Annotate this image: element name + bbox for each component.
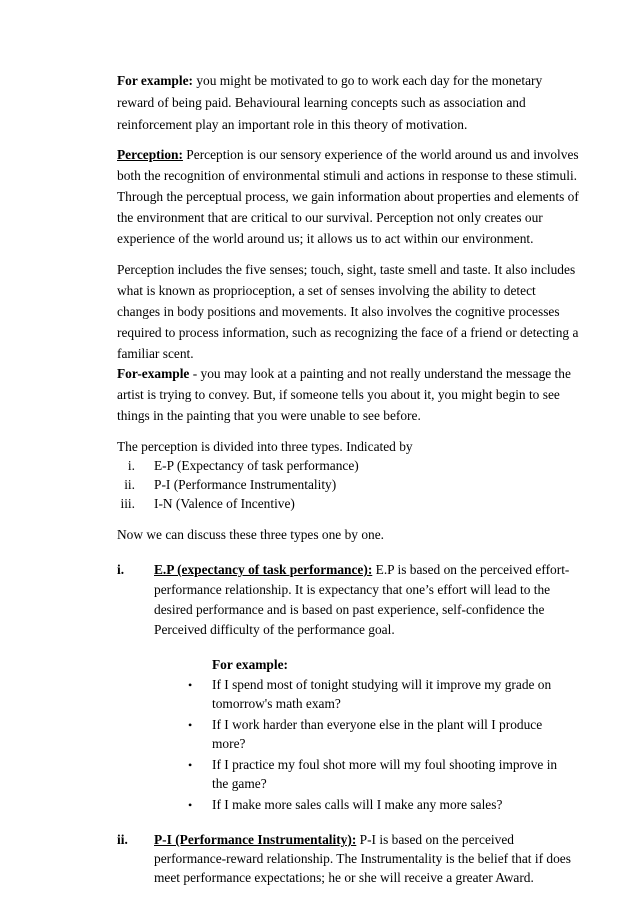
bullet-item-line-2: more? (212, 736, 246, 751)
p3-line-2: what is known as proprioception, a set of senses involving the ability to detect (117, 283, 536, 298)
types-intro: The perception is divided into three types. Indicated by (117, 439, 413, 454)
types-item-text: E-P (Expectancy of task performance) (154, 458, 359, 473)
p1-line-3: reinforcement play an important role in this theory of motivation. (117, 117, 468, 132)
sec1-line-3: desired performance and is based on past experience, self-confidence the (154, 602, 545, 617)
p2-line-5: experience of the world around us; it allows us to act within our environment. (117, 231, 534, 246)
p2-label: Perception: (117, 147, 183, 162)
sec2-line-3: meet performance expectations; he or she will receive a greater Award. (154, 870, 534, 885)
bullet-item-line-1: If I practice my foul shot more will my foul shooting improve in (212, 757, 558, 772)
p4-line-2: artist is trying to convey. But, if someone tells you about it, you might begin to see (117, 387, 560, 402)
bullet-icon: • (188, 678, 193, 692)
p3-line-1: Perception includes the five senses; touch, sight, taste smell and taste. It also includes (117, 262, 576, 277)
bullet-item-line-2: tomorrow's math exam? (212, 696, 341, 711)
types-item-text: I-N (Valence of Incentive) (154, 496, 295, 511)
p2-line-4: the environment that are critical to our survival. Perception not only creates our (117, 210, 543, 225)
p3-line-4: required to process information, such as recognizing the face of a friend or detecting a (117, 325, 579, 340)
types-item-num: ii. (124, 477, 135, 492)
discuss-line: Now we can discuss these three types one by one. (117, 527, 384, 542)
p3-line-3: changes in body positions and movements. It also involves the cognitive processes (117, 304, 560, 319)
p4-line-3: things in the painting that you were unable to see before. (117, 408, 421, 423)
bullet-item-line-1: If I make more sales calls will I make any more sales? (212, 797, 503, 812)
sec1-example-label: For example: (212, 657, 288, 672)
bullet-item-line-1: If I spend most of tonight studying will it improve my grade on (212, 677, 552, 692)
types-item-text: P-I (Performance Instrumentality) (154, 477, 337, 492)
p3-line-5: familiar scent. (117, 346, 194, 361)
p4-label: For-example (117, 366, 190, 381)
p1-line-2: reward of being paid. Behavioural learning concepts such as association and (117, 95, 526, 110)
types-item-num: iii. (120, 496, 135, 511)
bullet-item-line-2: the game? (212, 776, 267, 791)
p2-line-2: both the recognition of environmental stimuli and actions in response to these stimuli. (117, 168, 578, 183)
bullet-icon: • (188, 718, 193, 732)
sec1-line-4: Perceived difficulty of the performance goal. (154, 622, 395, 637)
bullet-icon: • (188, 798, 193, 812)
p2-line-1: Perception: Perception is our sensory experience of the world around us and involves (117, 147, 579, 162)
sec1-line-1: E.P (expectancy of task performance): E.P is based on the perceived effort- (154, 562, 570, 577)
p4-line-1: For-example - you may look at a painting and not really understand the message the (117, 366, 571, 381)
sec2-number: ii. (117, 832, 128, 847)
sec1-title: E.P (expectancy of task performance): (154, 562, 373, 577)
p1-label: For example: (117, 73, 193, 88)
sec1-number: i. (117, 562, 125, 577)
sec1-line-2: performance relationship. It is expectancy that one’s effort will lead to the (154, 582, 551, 597)
p2-line-3: Through the perceptual process, we gain information about properties and elements of (117, 189, 579, 204)
bullet-item-line-1: If I work harder than everyone else in the plant will I produce (212, 717, 543, 732)
types-item-num: i. (127, 458, 135, 473)
bullet-icon: • (188, 758, 193, 772)
sec2-title: P-I (Performance Instrumentality): (154, 832, 357, 847)
sec2-line-2: performance-reward relationship. The Instrumentality is the belief that if does (154, 851, 571, 866)
p1-line-1: For example: you might be motivated to go to work each day for the monetary (117, 73, 543, 88)
sec2-line-1: P-I (Performance Instrumentality): P-I is based on the perceived (154, 832, 514, 847)
